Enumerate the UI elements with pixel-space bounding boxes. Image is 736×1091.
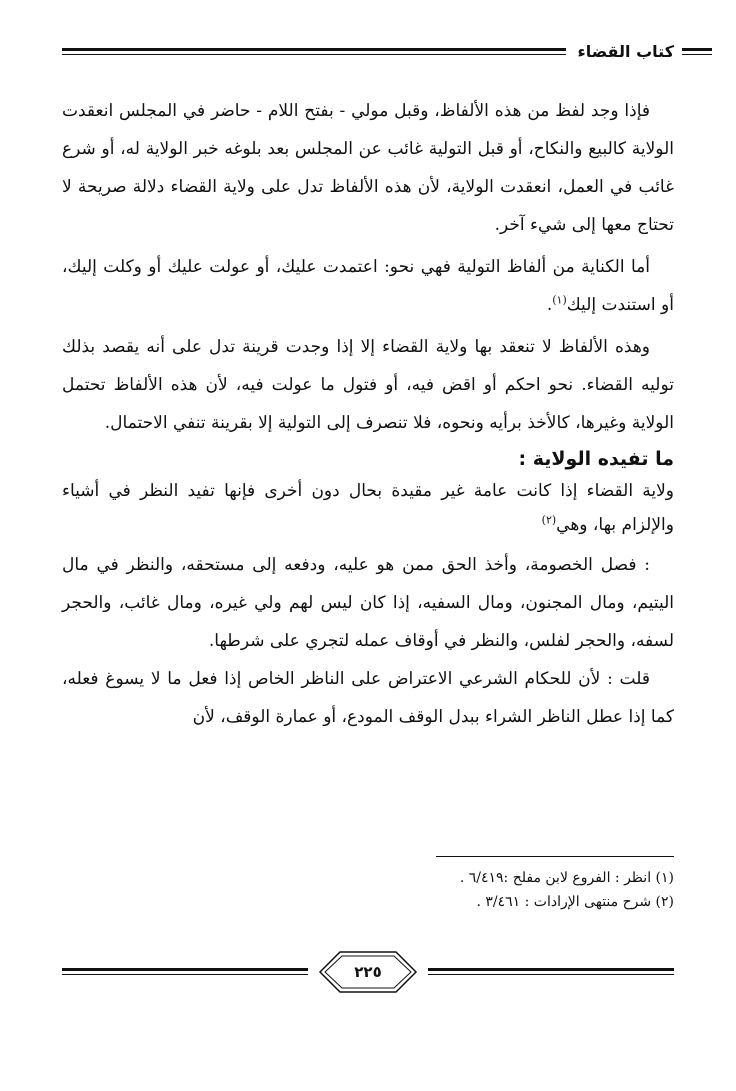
- footer-rule-left: [62, 968, 308, 971]
- paragraph-4-text: ولاية القضاء إذا كانت عامة غير مقيدة بحال دون أخرى فإنها تفيد النظر في أشياء والإلزام بها، وهي: [62, 481, 674, 535]
- main-text: [62, 92, 674, 736]
- header-rule: [62, 48, 566, 51]
- page-footer: [62, 950, 674, 994]
- paragraph-3: وهذه الألفاظ لا تنعقد بها ولاية القضاء إلا إذا وجدت قرينة تدل على أنه يقصد بذلك توليه القضاء. نحو احكم أو اقض فيه، أو فتول ما عولت فيه، لأن هذه الألفاظ تحتمل الولاية وغيرها، كالأخذ برأيه ونحوه، فلا تنصرف إلى التولية إلا بقرينة تنفي الاحتمال.: [62, 337, 674, 433]
- footnote-separator: [436, 856, 674, 857]
- footnote-2: (٢) شرح منتهى الإرادات : ٣/٤٦١ .: [476, 894, 674, 910]
- footnote-ref-1: (١): [552, 293, 567, 307]
- paragraph-2-text: أما الكناية من ألفاظ التولية فهي نحو: اعتمدت عليك، أو عولت عليك أو وكلت إليك، أو استندت إليك: [62, 257, 674, 315]
- footer-rule-right: [428, 968, 674, 971]
- paragraph-6: قلت : لأن للحكام الشرعي الاعتراض على الناظر الخاص إذا فعل ما لا يسوغ فعله، كما إذا عطل الناظر الشراء ببدل الوقف المودع، أو عمارة الوقف، لأن: [62, 669, 674, 727]
- paragraph-5: : فصل الخصومة، وأخذ الحق ممن هو عليه، ودفعه إلى مستحقه، والنظر في مال اليتيم، ومال المجنون، ومال السفيه، إذا كان ليس لهم ولي غيره، ومال غائب، والحجر لسفه، والحجر لفلس، والنظر في أوقاف عمله لتجري على شرطها.: [62, 555, 674, 651]
- paragraph-1: فإذا وجد لفظ من هذه الألفاظ، وقبل مولي - بفتح اللام - حاضر في المجلس انعقدت الولاية كالبيع والنكاح، أو قبل التولية غائب عن المجلس بعد بلوغه خبر الولاية له، أو شرع غائب في العمل، انعقدت الولاية، لأن هذه الألفاظ تدل على ولاية القضاء دلالة صريحة لا تحتاج معها إلى شيء آخر.: [62, 101, 674, 235]
- paragraph-4: [62, 474, 674, 542]
- header-rule-mark: [682, 48, 712, 51]
- chapter-title: كتاب القضاء: [577, 42, 674, 61]
- footnotes: [62, 866, 674, 914]
- footnote-1: (١) انظر : الفروع لابن مفلح :٦/٤١٩ .: [459, 870, 674, 886]
- footnote-ref-2: (٢): [541, 513, 557, 527]
- section-heading: ما تفيده الولاية :: [518, 448, 674, 470]
- page-number: ٢٢٥: [354, 963, 382, 981]
- running-header: [62, 40, 674, 64]
- paragraph-2-end: .: [546, 295, 553, 315]
- paragraph-2: [62, 248, 674, 324]
